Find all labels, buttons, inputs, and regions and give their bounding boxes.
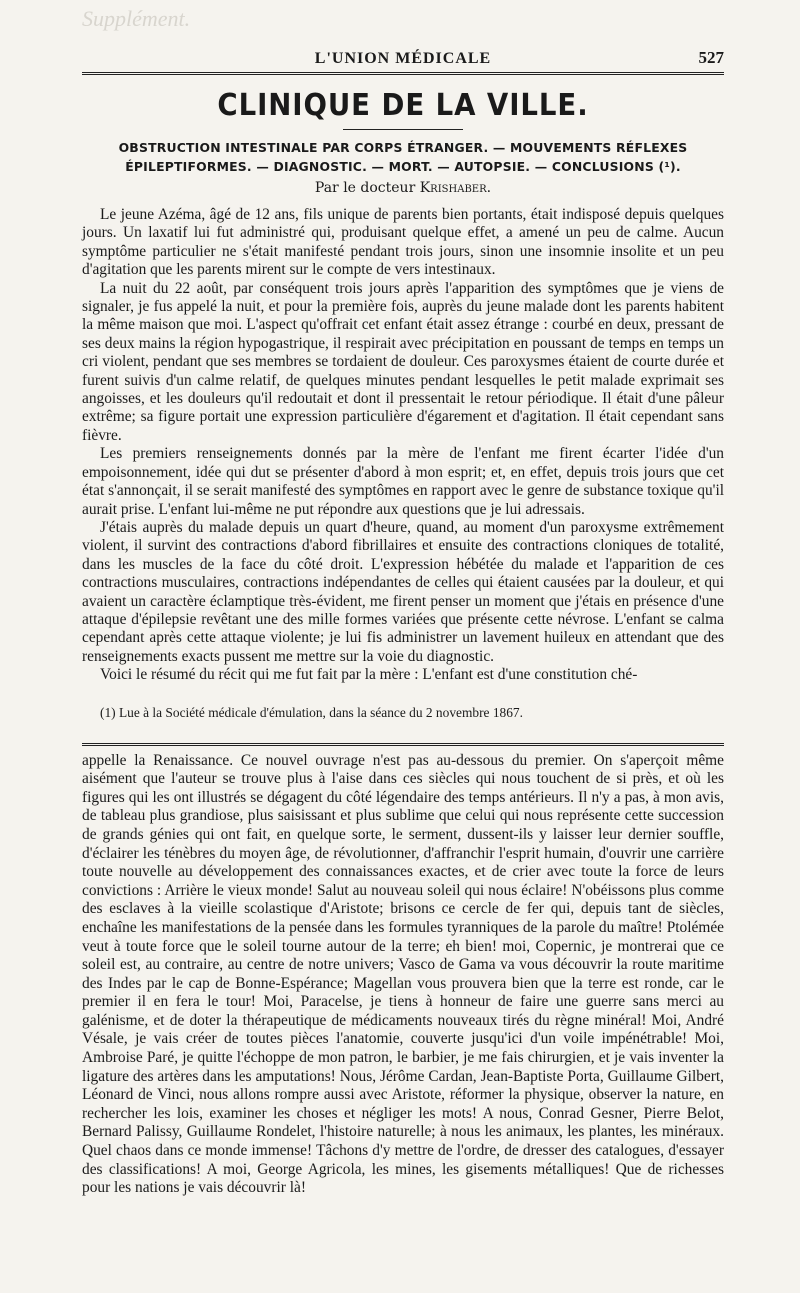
- feuilleton-text: appelle la Renaissance. Ce nouvel ouvrage n'est pas au-dessous du premier. On s'aperçoit même aisément que l'auteur se trouve plus à l'aise dans ces siècles qui nous touchent de si près, et où les figures qui les ont illustrés se dégagent du côté légendaire des temps antérieurs. Il n'y a pas, à mon avis, de tableau plus grandiose, plus saisissant et plus sublime que celui qui nous représente cette succession de grands génies qui ont fait, en quelque sorte, le serment, dussent-ils y laisser leur dernier souffle, d'éclairer les ténèbres du moyen âge, de révolutionner, d'affranchir l'esprit humain, d'ouvrir une carrière toute nouvelle au développement des connaissances exactes, et de crier avec toute la force de leurs convictions : Arrière le vieux monde! Salut au nouveau soleil qui nous éclaire! N'obéissons plus comme des esclaves à la vieille scolastique d'Aristote; brisons ce cercle de fer qui, depuis tant de siècles, enchaîne les manifestations de la pensée dans les formules tyranniques de la parole du maître! Ptolémée veut à toute force que le soleil tourne autour de la terre; eh bien! moi, Copernic, je montrerai que ce soleil est, au contraire, au centre de notre univers; Vasco de Gama va vous découvrir la route maritime des Indes par le cap de Bonne-Espérance; Magellan vous prouvera bien que la terre est ronde, car le premier il en fera le tour! Moi, Paracelse, je tiens à honneur de faire une guerre sans merci au galénisme, et de doter la thérapeutique de médicaments nouveaux tirés du règne minéral! Moi, André Vésale, je vais créer de toutes pièces l'anatomie, couverte jusqu'ici d'un voile impénétrable! Moi, Ambroise Paré, je quitte l'échoppe de mon patron, le barbier, je me fais chirurgien, et je vais inventer la ligature des artères dans les amputations! Nous, Jérôme Cardan, Jean-Baptiste Porta, Guillaume Gilbert, Léonard de Vinci, nous allons rompre aussi avec Aristote, réformer la physique, observer la nature, en rechercher les lois, examiner les choses et négliger les mots! A nous, Conrad Gesner, Pierre Belot, Bernard Palissy, Guillaume Rondelet, l'histoire naturelle; à nous les animaux, les plantes, les minéraux. Quel chaos dans ce monde immense! Tâchons d'y mettre de l'ordre, de dresser des catalogues, d'essayer des classifications! A moi, George Agricola, les mines, les gisements métalliques! Que de richesses pour les nations je vais découvrir là!: [82, 751, 724, 1197]
- title-rule: [343, 129, 463, 130]
- journal-title: L'UNION MÉDICALE: [314, 50, 492, 67]
- header-rule: [82, 72, 724, 75]
- feuilleton-rule: [82, 743, 724, 746]
- byline-author: Krishaber.: [419, 180, 492, 196]
- running-head: [82, 0, 724, 67]
- byline: [82, 180, 724, 196]
- paragraph-5: Voici le résumé du récit qui me fut fait par la mère : L'enfant est d'une constitution ché-: [100, 666, 638, 684]
- section-title: CLINIQUE DE LA VILLE.: [217, 88, 589, 123]
- paragraph-4: J'étais auprès du malade depuis un quart d'heure, quand, au moment d'un paroxysme extrêmement violent, il survint des contractions d'abord fibrillaires et ensuite des contractions cloniques de totalité, dans les muscles de la face du côté droit. L'expression hébétée du malade et l'apparition de ces contractions musculaires, contractions indépendantes de celles qui étaient causées par la douleur, et qui avaient un caractère éclamptique très-évident, me firent penser un moment que j'étais en présence d'une attaque d'épilepsie revêtant une des mille formes variées que présente cette névrose. L'enfant se calma cependant après cette attaque violente; je lui fis administrer un lavement huileux en attendant que des renseignements exacts pussent me mettre sur la voie du diagnostic.: [82, 518, 724, 665]
- page-number: 527: [698, 48, 724, 67]
- bleed-through-header: Supplément.: [82, 6, 191, 31]
- paragraph-2: La nuit du 22 août, par conséquent trois jours après l'apparition des symptômes que je viens de signaler, je fus appelé la nuit, et pour la première fois, auprès du jeune malade dont les parents habitent la même maison que moi. L'aspect qu'offrait cet enfant était assez étrange : courbé en deux, pressant de ses deux mains la région hypogastrique, il respirait avec précipitation en poussant de temps en temps un cri violent, pendant que ses membres se tordaient de douleur. Ces paroxysmes étaient de courte durée et furent suivis d'un calme relatif, de quelques minutes pendant lesquelles le petit malade exprimait ses angoisses, et les douleurs qu'il redoutait et dont il pressentait le retour périodique. Il était d'une pâleur extrême; sa figure portait une expression particulière d'égarement et d'agitation. Il était cependant sans fièvre.: [82, 279, 724, 444]
- article-title: OBSTRUCTION INTESTINALE PAR CORPS ÉTRANGER. — MOUVEMENTS RÉFLEXES ÉPILEPTIFORMES. — DIAGNOSTIC. — MORT. — AUTOPSIE. — CONCLUSIONS (¹).: [118, 140, 688, 174]
- byline-prefix: Par le docteur: [314, 180, 420, 196]
- paragraph-1: Le jeune Azéma, âgé de 12 ans, fils unique de parents bien portants, était indisposé depuis quelques jours. Un laxatif lui fut administré qui, produisant quelque effet, a amené un peu de calme. Aucun symptôme particulier ne s'était manifesté pendant trois jours, sinon une insomnie insolite et un peu d'agitation que les parents mirent sur le compte de vers intestinaux.: [82, 206, 724, 279]
- paragraph-3: Les premiers renseignements donnés par la mère de l'enfant me firent écarter l'idée d'un empoisonnement, idée qui dut se présenter d'abord à mon esprit; et, en effet, depuis trois jours que cet état s'annonçait, il se serait manifesté des symptômes en rapport avec le genre de substance toxique qu'il aurait prise. L'enfant lui-même ne put répondre aux questions que je lui adressais.: [82, 445, 724, 518]
- footnote: (1) Lue à la Société médicale d'émulation, dans la séance du 2 novembre 1867.: [100, 704, 523, 720]
